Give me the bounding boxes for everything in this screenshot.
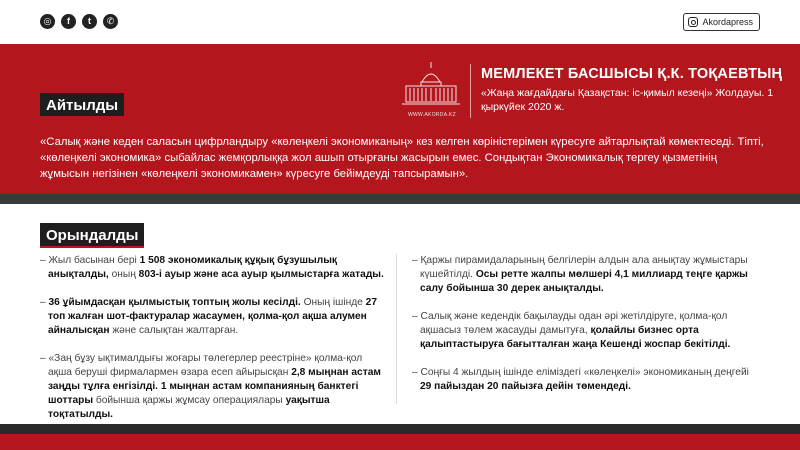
instagram-icon[interactable]: ◎ — [40, 14, 55, 29]
list-item: – Жыл басынан бері 1 508 экономикалық құқық бұзушылық анықталды, оның 803-і ауыр және аса ауыр қылмыстарға жатады. — [40, 255, 384, 280]
said-quote: «Салық және кеден саласын цифрландыру «көлеңкелі экономиканың» кез келген көріністерімен күресуге айтарлықтай көмектеседі. Тіпті, «көлеңкелі экономика» сыбайлас жемқорлыққа жол ашып отырғаны жасырын емес. Сондықтан Экономикалық тергеу қызметінің жұмысын негізінен «көлеңкелі экономикамен» күресуге бейімдеуді тапсырамын». — [40, 136, 764, 180]
done-right-column — [412, 254, 757, 408]
section-separator — [0, 194, 800, 204]
list-item: – Салық және кедендік бақылауды одан әрі жетілдіруге, қолма-қол ақшасыз төлем жасауды дамытуға, қолайлы бизнес орта қалыптастыруға бағытталған жаңа Кешенді жоспар бекітілді. — [412, 311, 731, 350]
footer-dark-band — [0, 424, 800, 434]
list-item: – 36 ұйымдасқан қылмыстық топтың жолы кесілді. Оның ішінде 27 топ жалған шот-фактуралар жасаумен, қолма-қол ақша алумен айналысқан және салықтан жалтарған. — [40, 297, 378, 336]
footer-red-band — [0, 434, 800, 450]
said-label: Айтылды — [40, 93, 124, 118]
instagram-small-icon — [688, 17, 698, 27]
list-item: – «Заң бұзу ықтималдығы жоғары төлегерлер реестріне» қолма-қол ақша беруші фирмалармен өзара есеп айырысқан 2,8 мыңнан астам заңды тұлға енгізілді. 1 мыңнан астам компанияның банктегі шоттары бойынша қаржы жұмсау операциялары уақытша тоқтатылды. — [40, 353, 381, 420]
handle-text: Akordapress — [702, 17, 753, 27]
header-divider — [470, 64, 471, 118]
list-item: – Соңғы 4 жылдың ішінде еліміздегі «көлеңкелі» экономиканың деңгейі 29 пайыздан 20 пайызға дейін төмендеді. — [412, 367, 749, 392]
header-subtitle: «Жаңа жағдайдағы Қазақстан: іс-қимыл кезеңі» Жолдауы. 1 қыркүйек 2020 ж. — [481, 87, 774, 113]
akordapress-handle[interactable] — [683, 13, 760, 31]
list-item: – Қаржы пирамидаларының белгілерін алдын ала анықтау жұмыстары күшейтілді. Осы ретте жалпы мөлшері 4,1 миллиард теңге қаржы салу бойынша 30 дерек анықталды. — [412, 255, 748, 294]
akorda-building-icon — [400, 56, 462, 118]
column-divider — [396, 254, 397, 404]
done-label: Орындалды — [40, 223, 144, 248]
header-title: МЕМЛЕКЕТ БАСШЫСЫ Қ.К. ТОҚАЕВТЫҢ — [481, 66, 783, 82]
done-left-column — [40, 254, 385, 436]
facebook-icon[interactable]: f — [61, 14, 76, 29]
stamp-caption: WWW.AKORDA.KZ — [407, 112, 457, 118]
whatsapp-icon[interactable]: ✆ — [103, 14, 118, 29]
social-links — [40, 14, 118, 29]
twitter-icon[interactable]: t — [82, 14, 97, 29]
top-bar — [0, 0, 800, 44]
